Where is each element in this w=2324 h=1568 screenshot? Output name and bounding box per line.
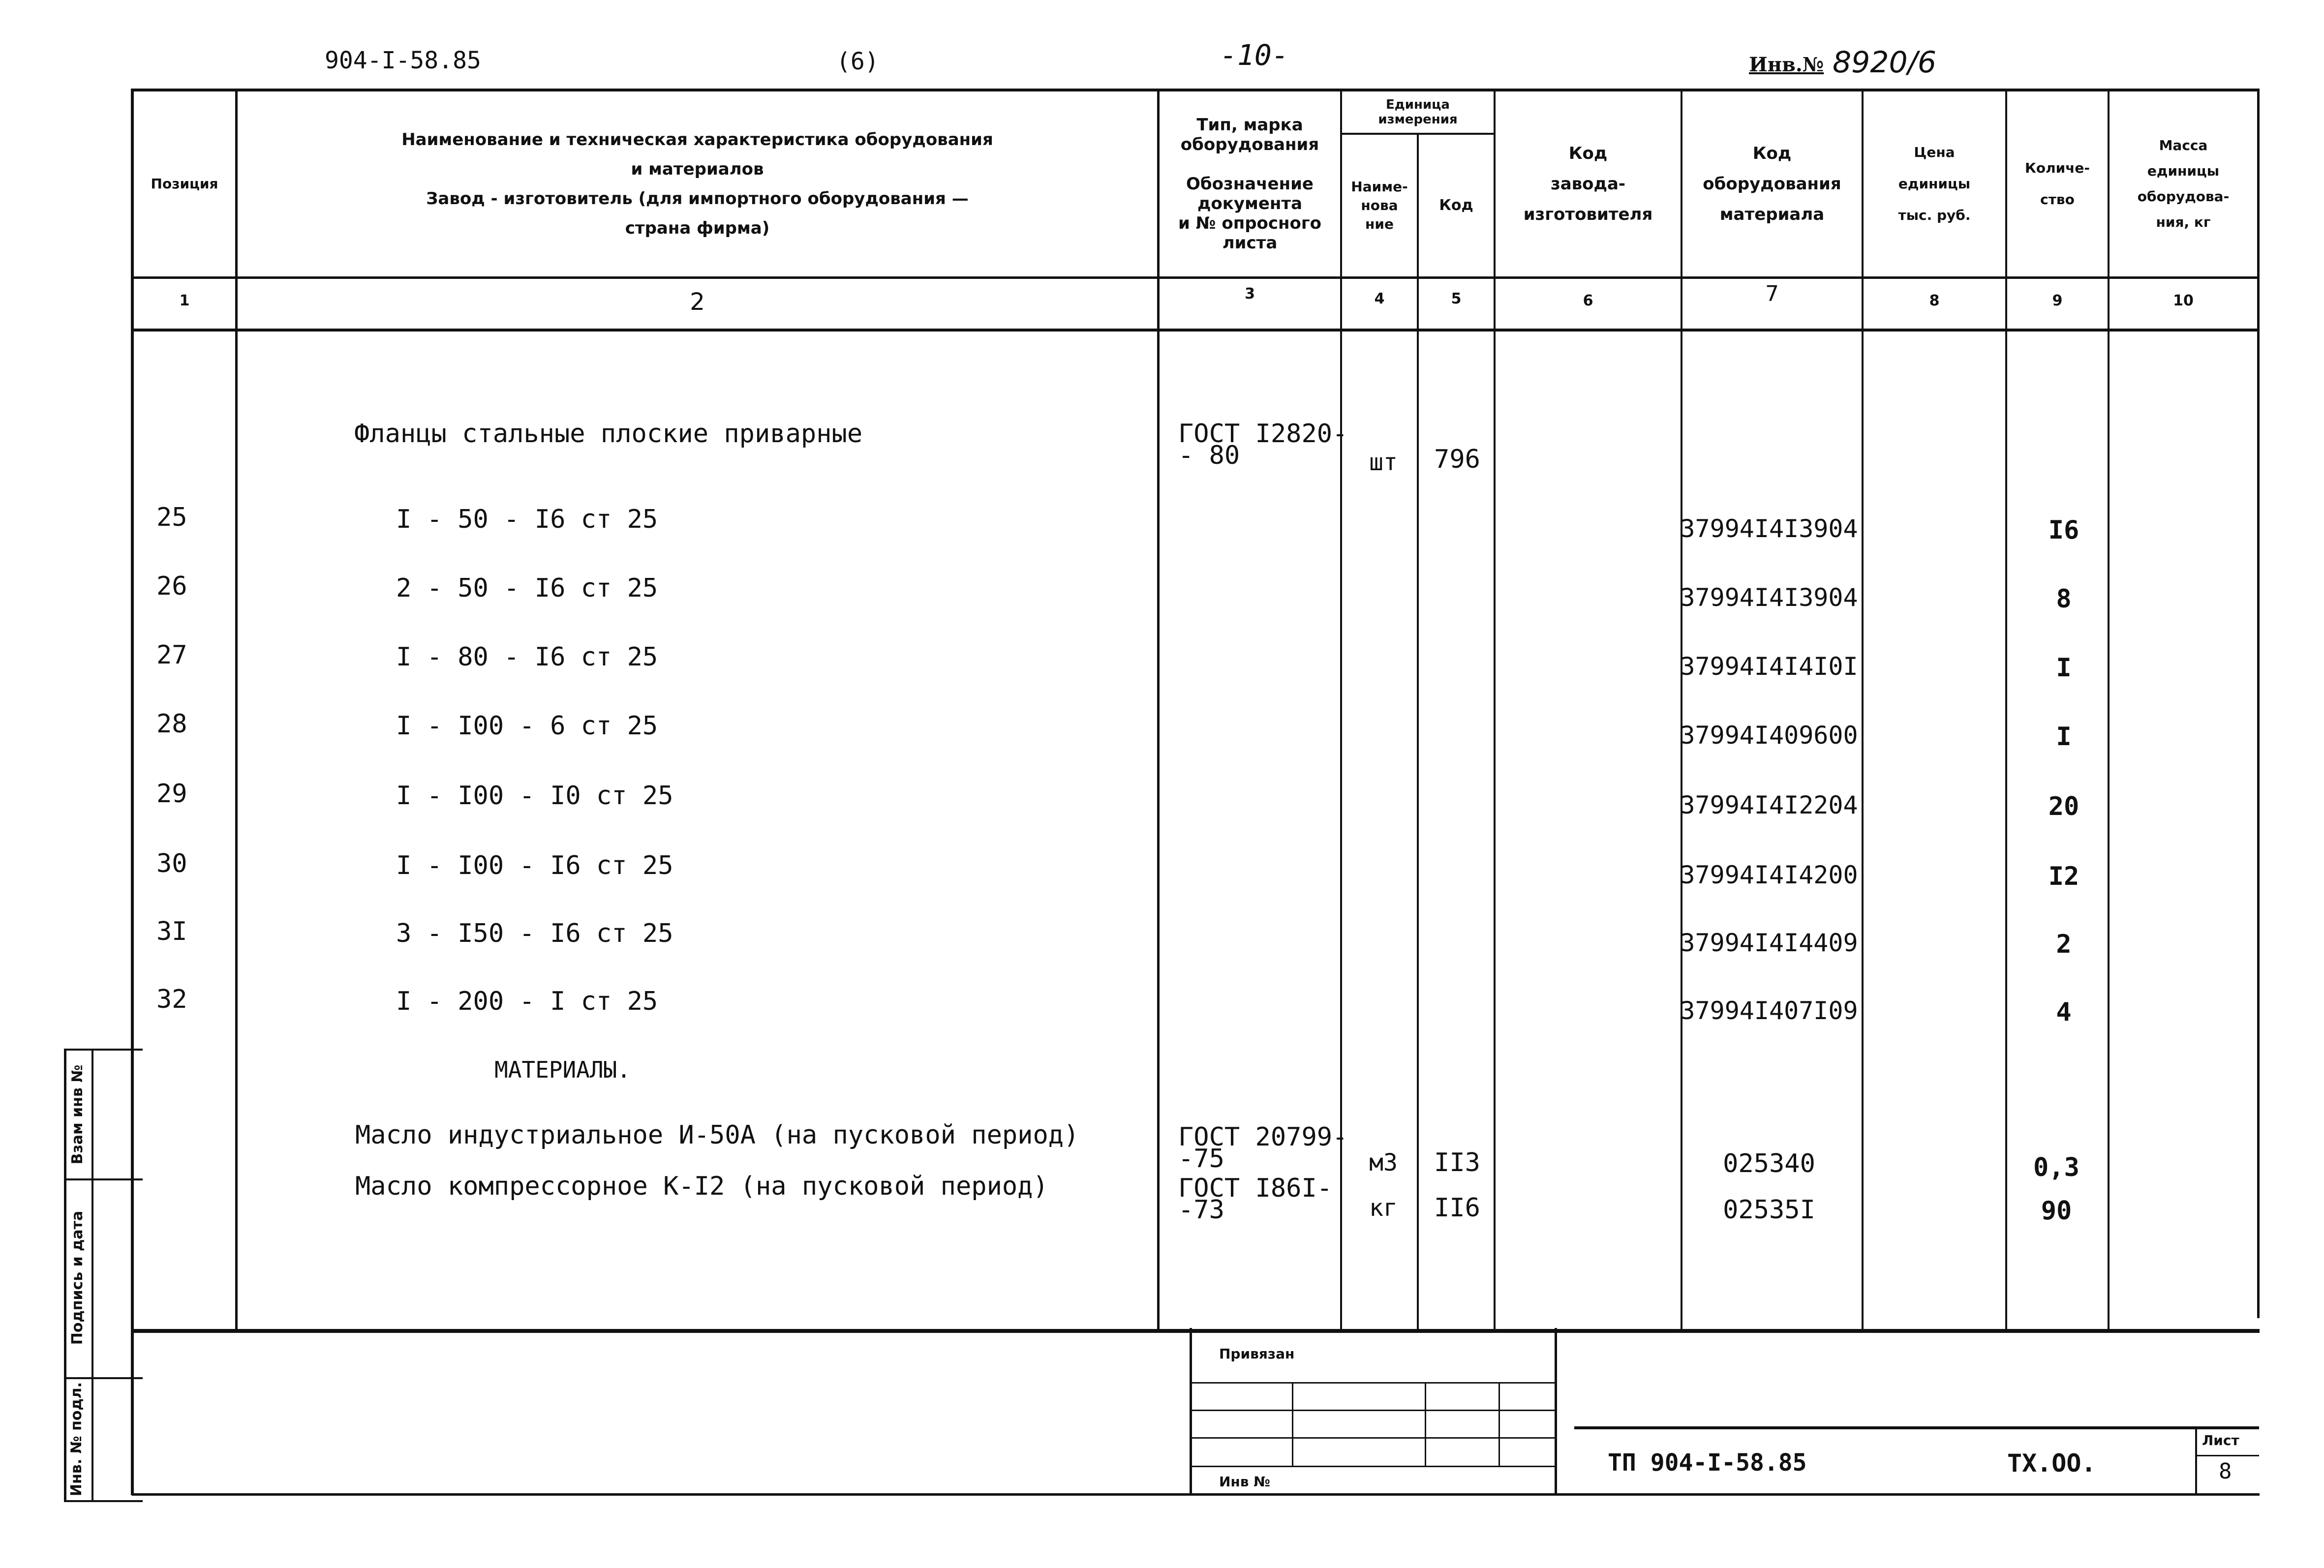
header-mass: Масса единицы оборудова- ния, кг xyxy=(2137,137,2230,230)
header-price: Цена единицы тыс. руб. xyxy=(1898,144,1971,223)
row-quantity: I2 xyxy=(2048,862,2079,891)
row-code: 37994I4I4409 xyxy=(1680,929,1858,957)
material-name: Масло индустриальное И-50А (на пусковой период) xyxy=(355,1120,1079,1150)
row-position: 26 xyxy=(156,572,187,601)
material-doc: ГОСТ I86I- xyxy=(1178,1174,1333,1203)
row-name: I - 200 - I ст 25 xyxy=(396,987,658,1016)
linked-label: Привязан xyxy=(1219,1346,1295,1362)
section-unit: шт xyxy=(1369,449,1398,476)
doc-code: ТП 904-I-58.85 xyxy=(1608,1449,1807,1477)
header-position: Позиция xyxy=(151,176,218,192)
part-number: (6) xyxy=(836,48,879,75)
section-doc: ГОСТ I2820- xyxy=(1178,419,1348,449)
row-code: 37994I4I4I0I xyxy=(1680,652,1858,681)
material-unit-code: II3 xyxy=(1434,1148,1480,1177)
row-code: 37994I4I3904 xyxy=(1680,514,1858,543)
column-number: 4 xyxy=(1374,290,1385,307)
row-position: 30 xyxy=(156,849,187,878)
material-doc-cont: -73 xyxy=(1178,1195,1224,1225)
row-quantity: I xyxy=(2056,653,2072,683)
material-quantity: 0,3 xyxy=(2033,1153,2079,1182)
section-unit-code: 796 xyxy=(1434,445,1480,474)
row-name: 2 - 50 - I6 ст 25 xyxy=(396,573,658,603)
header-name: Наименование и техническая характеристика оборудования и материалов Завод - изготовитель (для импортного оборудования — страна фирма) xyxy=(401,130,993,238)
row-name: I - I00 - I0 ст 25 xyxy=(396,781,673,811)
column-number: 3 xyxy=(1245,285,1255,302)
row-position: 25 xyxy=(156,503,187,532)
inventory-number: 8920/6 xyxy=(1833,45,1937,80)
column-number: 10 xyxy=(2173,292,2194,309)
row-code: 37994I4I3904 xyxy=(1680,583,1858,612)
row-quantity: 2 xyxy=(2056,930,2072,959)
doc-section: ТХ.ОО. xyxy=(2007,1449,2096,1478)
sheet-label: Лист xyxy=(2202,1432,2239,1448)
row-quantity: 20 xyxy=(2048,792,2079,821)
row-position: 28 xyxy=(156,709,187,739)
sign-date-label: Подпись и дата xyxy=(69,1210,86,1345)
row-name: I - 50 - I6 ст 25 xyxy=(396,505,658,534)
row-quantity: I xyxy=(2056,722,2072,752)
header-unit-name: Наиме- нова ние xyxy=(1351,179,1408,232)
inv-label: Инв № xyxy=(1219,1474,1270,1490)
column-number: 9 xyxy=(2052,292,2063,309)
column-number: 7 xyxy=(1765,281,1779,306)
material-code: 02535I xyxy=(1723,1195,1815,1225)
row-name: I - 80 - I6 ст 25 xyxy=(396,642,658,672)
replace-inv-label: Взам инв № xyxy=(69,1064,86,1165)
material-unit: кг xyxy=(1369,1194,1398,1222)
row-quantity: I6 xyxy=(2048,515,2079,545)
material-name: Масло компрессорное К-I2 (на пусковой период) xyxy=(355,1172,1048,1201)
row-code: 37994I409600 xyxy=(1680,721,1858,750)
row-code: 37994I4I2204 xyxy=(1680,791,1858,819)
row-code: 37994I4I4200 xyxy=(1680,861,1858,889)
inventory-label: Инв.№ xyxy=(1749,53,1824,76)
material-code: 025340 xyxy=(1723,1149,1815,1178)
sheet-number: 8 xyxy=(2219,1459,2232,1484)
row-code: 37994I407I09 xyxy=(1680,996,1858,1025)
row-quantity: 4 xyxy=(2056,997,2072,1027)
section-name: Фланцы стальные плоские приварные xyxy=(354,419,863,449)
row-position: 29 xyxy=(156,779,187,809)
material-quantity: 90 xyxy=(2041,1196,2072,1226)
row-position: 3I xyxy=(156,917,187,946)
header-unit-group: Единица измерения xyxy=(1378,97,1458,127)
header-quantity: Количе- ство xyxy=(2024,160,2090,208)
material-doc: ГОСТ 20799- xyxy=(1178,1122,1348,1152)
page-number: -10- xyxy=(1220,38,1289,72)
header-factory-code: Код завода- изготовителя xyxy=(1523,144,1653,224)
row-name: I - I00 - I6 ст 25 xyxy=(396,851,673,880)
header-material-code: Код оборудования материала xyxy=(1703,144,1841,224)
row-position: 27 xyxy=(156,640,187,670)
project-code: 904-I-58.85 xyxy=(325,47,481,74)
header-type: Тип, марка оборудования Обозначение документа и № опросного листа xyxy=(1178,115,1322,253)
materials-heading: МАТЕРИАЛЫ. xyxy=(494,1056,631,1083)
row-name: 3 - I50 - I6 ст 25 xyxy=(396,919,673,948)
row-position: 32 xyxy=(156,985,187,1014)
column-number: 5 xyxy=(1451,290,1462,307)
header-unit-code: Код xyxy=(1439,197,1473,214)
column-number: 8 xyxy=(1929,292,1940,309)
material-doc-cont: -75 xyxy=(1178,1144,1224,1174)
column-number: 1 xyxy=(179,292,190,309)
material-unit: м3 xyxy=(1369,1149,1398,1176)
section-doc-cont: - 80 xyxy=(1178,441,1240,470)
row-quantity: 8 xyxy=(2056,584,2072,614)
material-unit-code: II6 xyxy=(1434,1193,1480,1223)
column-number: 6 xyxy=(1583,292,1593,309)
orig-inv-label: Инв. № подл. xyxy=(68,1382,85,1497)
row-name: I - I00 - 6 ст 25 xyxy=(396,711,658,741)
column-number: 2 xyxy=(690,288,705,316)
